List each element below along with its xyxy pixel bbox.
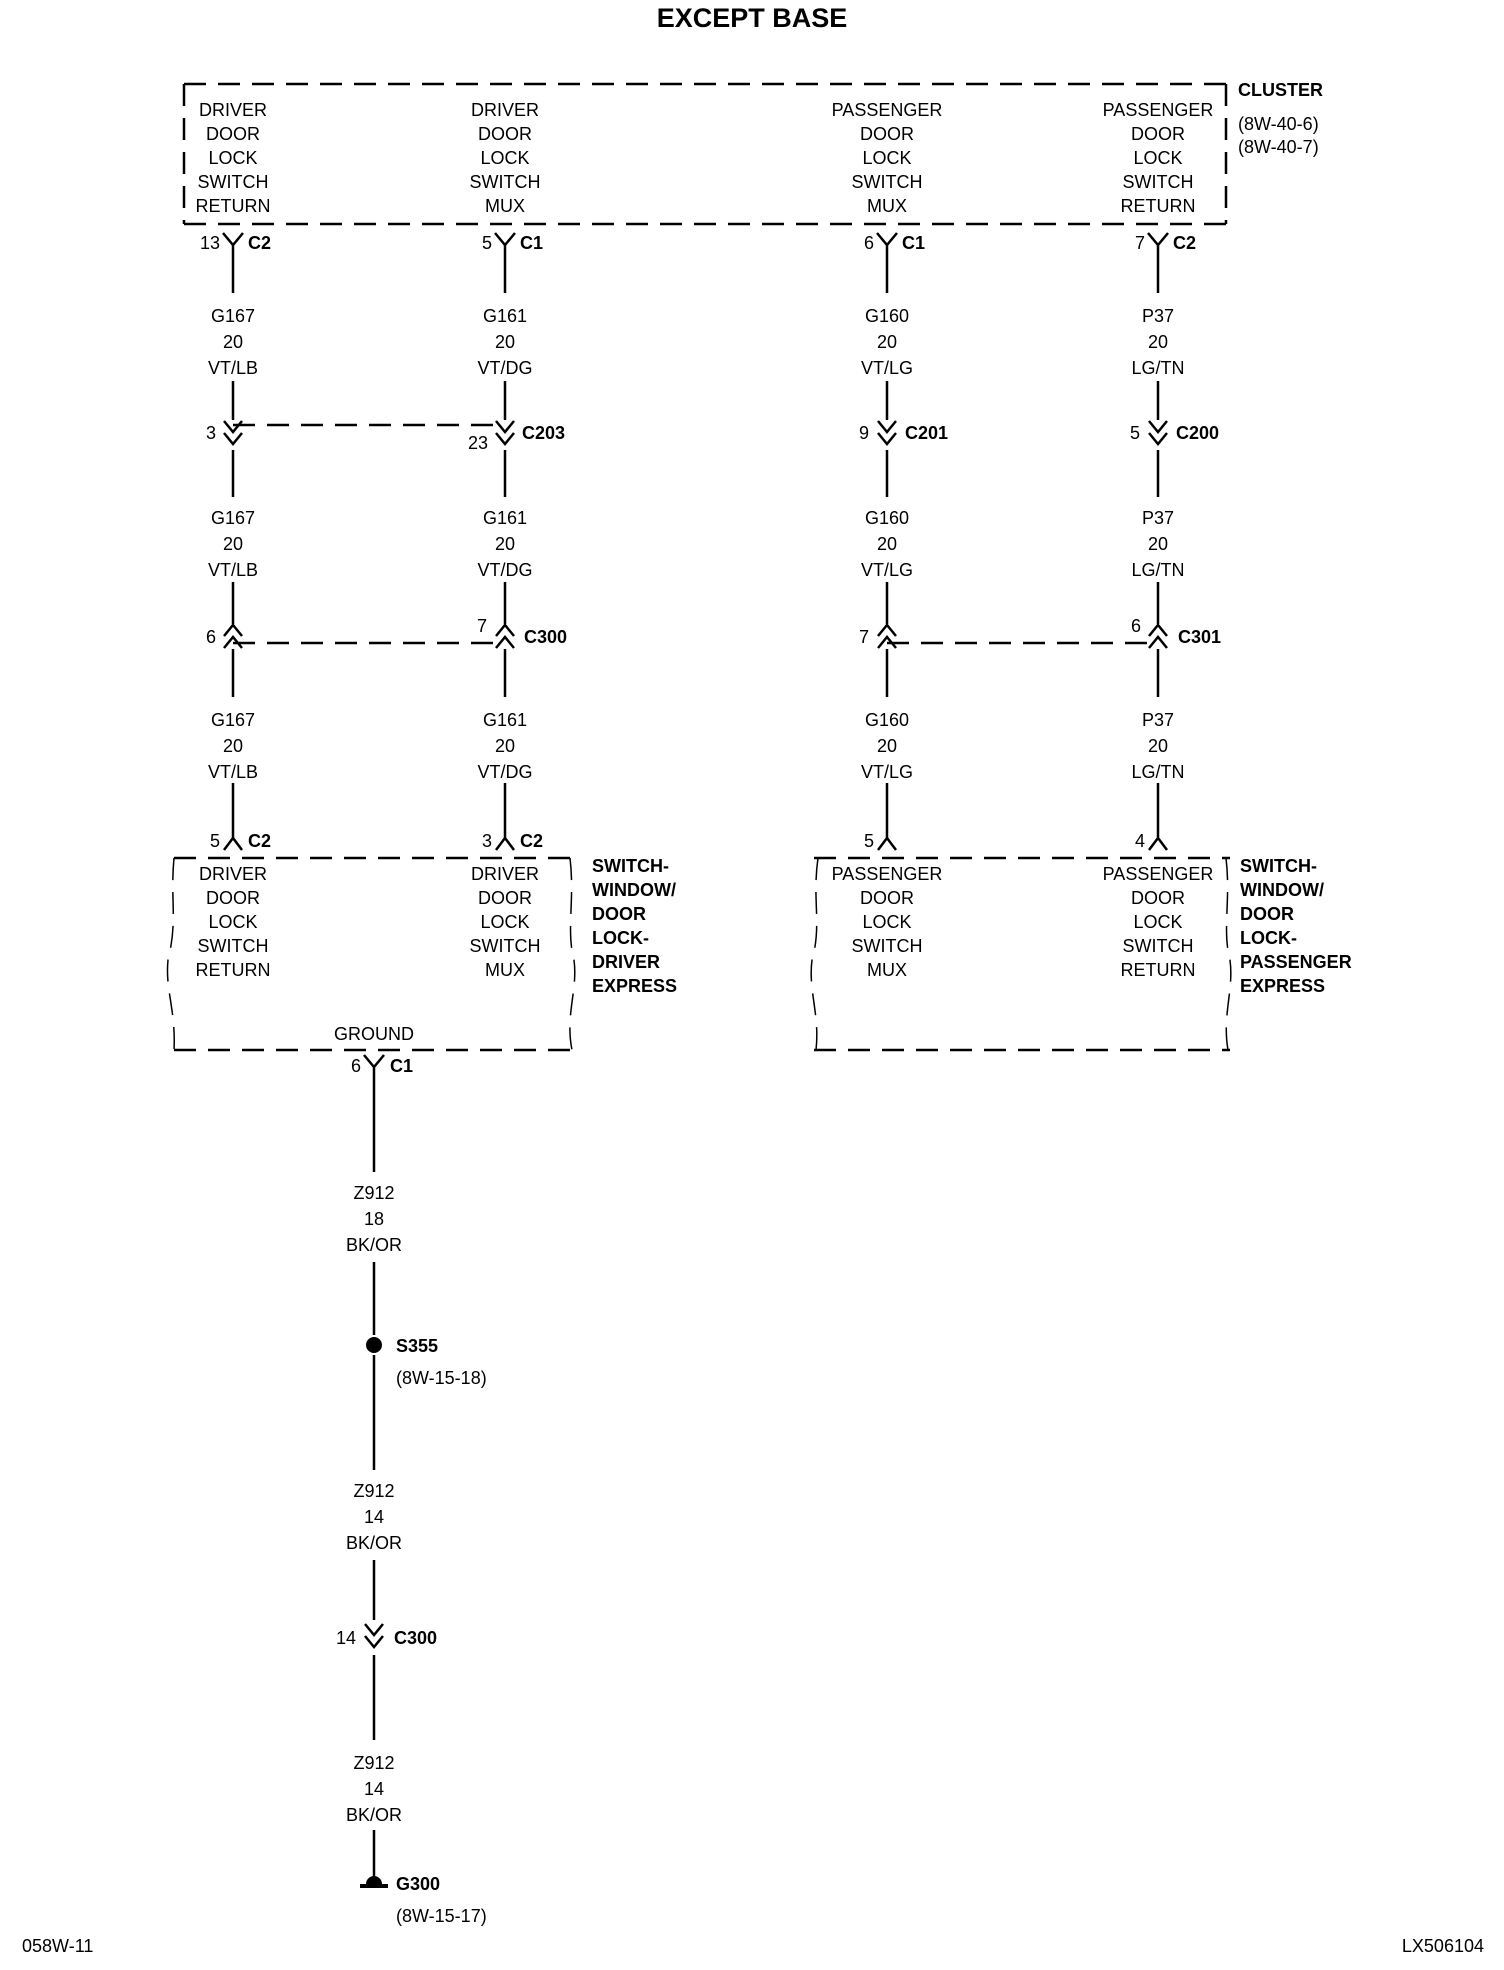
svg-text:MUX: MUX bbox=[867, 960, 907, 980]
cluster-name: CLUSTER bbox=[1238, 80, 1323, 100]
wire-label-p37-a bbox=[1131, 306, 1184, 378]
wire-label-g160-c bbox=[861, 710, 913, 782]
svg-text:SWITCH-: SWITCH- bbox=[1240, 856, 1317, 876]
svg-text:MUX: MUX bbox=[485, 960, 525, 980]
svg-text:RETURN: RETURN bbox=[1120, 196, 1196, 216]
svg-text:SWITCH: SWITCH bbox=[851, 172, 923, 192]
wire-label-g161-a bbox=[477, 306, 532, 378]
svg-text:P37: P37 bbox=[1141, 508, 1175, 528]
svg-text:C300: C300 bbox=[524, 627, 568, 647]
ground-wire-label-3 bbox=[346, 1753, 402, 1825]
svg-text:LOCK: LOCK bbox=[1133, 148, 1183, 168]
svg-text:MUX: MUX bbox=[867, 196, 907, 216]
svg-text:VT/LB: VT/LB bbox=[207, 560, 259, 580]
svg-text:VT/DG: VT/DG bbox=[477, 762, 533, 782]
switch-pin-driver-mux bbox=[482, 830, 543, 851]
svg-text:LOCK: LOCK bbox=[480, 148, 530, 168]
svg-text:G160: G160 bbox=[864, 710, 910, 730]
svg-text:RETURN: RETURN bbox=[195, 196, 271, 216]
svg-text:VT/LB: VT/LB bbox=[207, 762, 259, 782]
svg-text:P37: P37 bbox=[1141, 710, 1175, 730]
switch-pin-passenger-mux bbox=[864, 830, 896, 851]
svg-text:PASSENGER: PASSENGER bbox=[831, 100, 943, 120]
svg-text:7: 7 bbox=[476, 616, 487, 636]
svg-text:14: 14 bbox=[335, 1628, 356, 1648]
svg-text:14: 14 bbox=[363, 1779, 385, 1799]
svg-text:SWITCH: SWITCH bbox=[469, 936, 541, 956]
cluster-pin-label-driver-mux bbox=[470, 100, 541, 216]
svg-text:BK/OR: BK/OR bbox=[345, 1533, 403, 1553]
svg-text:DOOR: DOOR bbox=[860, 124, 914, 144]
svg-text:SWITCH-: SWITCH- bbox=[592, 856, 669, 876]
cluster-pin-label-passenger-mux bbox=[832, 100, 943, 216]
svg-text:WINDOW/: WINDOW/ bbox=[1240, 880, 1324, 900]
svg-text:C2: C2 bbox=[1173, 233, 1197, 253]
svg-text:G167: G167 bbox=[210, 710, 256, 730]
svg-text:20: 20 bbox=[876, 534, 898, 554]
passenger-switch-name bbox=[1240, 856, 1352, 996]
switch-pin-driver-return bbox=[210, 830, 271, 851]
svg-text:5: 5 bbox=[863, 831, 874, 851]
svg-text:LOCK: LOCK bbox=[1133, 912, 1183, 932]
svg-text:18: 18 bbox=[363, 1209, 385, 1229]
cluster-box bbox=[184, 84, 1226, 224]
svg-text:C300: C300 bbox=[394, 1628, 438, 1648]
svg-text:Z912: Z912 bbox=[353, 1481, 395, 1501]
wire-label-g167-b bbox=[208, 508, 258, 580]
svg-text:20: 20 bbox=[876, 736, 898, 756]
svg-text:6: 6 bbox=[350, 1056, 361, 1076]
connector-c301-left bbox=[859, 625, 1158, 648]
svg-text:BK/OR: BK/OR bbox=[345, 1235, 403, 1255]
svg-text:RETURN: RETURN bbox=[1120, 960, 1196, 980]
svg-text:7: 7 bbox=[858, 627, 869, 647]
svg-text:DOOR: DOOR bbox=[1240, 904, 1294, 924]
svg-text:VT/LG: VT/LG bbox=[860, 762, 914, 782]
svg-text:DOOR: DOOR bbox=[860, 888, 914, 908]
svg-text:PASSENGER: PASSENGER bbox=[1240, 952, 1352, 972]
svg-text:WINDOW/: WINDOW/ bbox=[592, 880, 676, 900]
svg-text:LOCK: LOCK bbox=[480, 912, 530, 932]
svg-text:DOOR: DOOR bbox=[206, 888, 260, 908]
svg-text:6: 6 bbox=[1130, 616, 1141, 636]
svg-text:6: 6 bbox=[863, 233, 874, 253]
svg-text:S355: S355 bbox=[396, 1336, 439, 1356]
passenger-switch-label-mux bbox=[832, 864, 943, 980]
svg-text:3: 3 bbox=[205, 423, 216, 443]
svg-text:9: 9 bbox=[858, 423, 869, 443]
svg-text:VT/DG: VT/DG bbox=[477, 358, 533, 378]
ground-g300 bbox=[360, 1874, 487, 1926]
svg-text:C1: C1 bbox=[390, 1056, 414, 1076]
cluster-pin-7 bbox=[1135, 233, 1196, 258]
svg-text:G161: G161 bbox=[482, 710, 528, 730]
svg-text:SWITCH: SWITCH bbox=[469, 172, 541, 192]
svg-text:C2: C2 bbox=[248, 233, 272, 253]
cluster-pin-label-driver-return bbox=[196, 100, 271, 216]
svg-text:(8W-15-17): (8W-15-17) bbox=[396, 1906, 487, 1926]
cluster-ref-1: (8W-40-6) bbox=[1238, 114, 1319, 134]
svg-text:5: 5 bbox=[1129, 423, 1140, 443]
svg-text:DOOR: DOOR bbox=[1131, 124, 1185, 144]
diagram-title: EXCEPT BASE bbox=[656, 3, 848, 33]
svg-text:20: 20 bbox=[222, 736, 244, 756]
svg-text:C1: C1 bbox=[520, 233, 544, 253]
svg-text:20: 20 bbox=[494, 332, 516, 352]
svg-text:3: 3 bbox=[481, 831, 492, 851]
ground-wire-label-2 bbox=[346, 1481, 402, 1553]
svg-text:DOOR: DOOR bbox=[478, 124, 532, 144]
splice-s355 bbox=[366, 1336, 487, 1388]
cluster-pin-5 bbox=[482, 233, 543, 258]
svg-text:DRIVER: DRIVER bbox=[470, 100, 540, 120]
svg-text:PASSENGER: PASSENGER bbox=[1102, 100, 1214, 120]
svg-text:6: 6 bbox=[205, 627, 216, 647]
passenger-switch-label-return bbox=[1103, 864, 1214, 980]
svg-text:G161: G161 bbox=[482, 306, 528, 326]
svg-text:SWITCH: SWITCH bbox=[197, 172, 269, 192]
svg-text:20: 20 bbox=[222, 534, 244, 554]
svg-text:G167: G167 bbox=[210, 306, 256, 326]
svg-text:5: 5 bbox=[481, 233, 492, 253]
svg-text:C203: C203 bbox=[522, 423, 566, 443]
svg-text:14: 14 bbox=[363, 1507, 385, 1527]
svg-text:LOCK-: LOCK- bbox=[1240, 928, 1297, 948]
driver-switch-label-mux bbox=[470, 864, 541, 980]
footer-left-code: 058W-11 bbox=[22, 1936, 94, 1956]
svg-text:VT/LG: VT/LG bbox=[860, 560, 914, 580]
wire-label-g161-c bbox=[477, 710, 532, 782]
wire-label-p37-b bbox=[1131, 508, 1184, 580]
ground-pin-c1 bbox=[351, 1055, 413, 1078]
svg-text:VT/DG: VT/DG bbox=[477, 560, 533, 580]
svg-text:DRIVER: DRIVER bbox=[198, 864, 268, 884]
svg-text:RETURN: RETURN bbox=[195, 960, 271, 980]
cluster-ref-2: (8W-40-7) bbox=[1238, 137, 1319, 157]
svg-text:LOCK: LOCK bbox=[208, 912, 258, 932]
svg-text:13: 13 bbox=[199, 233, 220, 253]
svg-text:VT/LB: VT/LB bbox=[207, 358, 259, 378]
switch-pin-passenger-return bbox=[1135, 830, 1167, 851]
svg-text:20: 20 bbox=[1147, 534, 1169, 554]
svg-text:Z912: Z912 bbox=[353, 1183, 395, 1203]
connector-c203-left bbox=[206, 421, 505, 444]
svg-text:20: 20 bbox=[494, 534, 516, 554]
svg-text:BK/OR: BK/OR bbox=[345, 1805, 403, 1825]
svg-text:20: 20 bbox=[876, 332, 898, 352]
wire-label-g160-a bbox=[861, 306, 913, 378]
connector-c300-ground bbox=[336, 1624, 437, 1648]
svg-text:C301: C301 bbox=[1178, 627, 1222, 647]
svg-text:DOOR: DOOR bbox=[592, 904, 646, 924]
svg-text:Z912: Z912 bbox=[353, 1753, 395, 1773]
svg-text:C2: C2 bbox=[248, 831, 272, 851]
svg-text:4: 4 bbox=[1134, 831, 1145, 851]
svg-text:LOCK: LOCK bbox=[862, 912, 912, 932]
cluster-pin-label-passenger-return bbox=[1103, 100, 1214, 216]
ground-wire-label-1 bbox=[346, 1183, 402, 1255]
svg-text:C1: C1 bbox=[902, 233, 926, 253]
svg-text:EXPRESS: EXPRESS bbox=[1240, 976, 1326, 996]
svg-text:LOCK-: LOCK- bbox=[592, 928, 649, 948]
wire-label-g167-c bbox=[208, 710, 258, 782]
svg-text:7: 7 bbox=[1134, 233, 1145, 253]
svg-text:G160: G160 bbox=[864, 508, 910, 528]
svg-text:SWITCH: SWITCH bbox=[851, 936, 923, 956]
svg-text:5: 5 bbox=[209, 831, 220, 851]
svg-text:DRIVER: DRIVER bbox=[470, 864, 540, 884]
connector-c200 bbox=[1130, 421, 1219, 444]
svg-text:23: 23 bbox=[467, 433, 488, 453]
svg-text:(8W-15-18): (8W-15-18) bbox=[396, 1368, 487, 1388]
svg-text:LOCK: LOCK bbox=[208, 148, 258, 168]
cluster-pin-13 bbox=[200, 233, 271, 258]
wire-label-g160-b bbox=[861, 508, 913, 580]
svg-text:DOOR: DOOR bbox=[478, 888, 532, 908]
svg-text:20: 20 bbox=[1147, 332, 1169, 352]
svg-text:PASSENGER: PASSENGER bbox=[1102, 864, 1214, 884]
svg-text:C200: C200 bbox=[1176, 423, 1220, 443]
svg-text:C2: C2 bbox=[520, 831, 544, 851]
svg-text:SWITCH: SWITCH bbox=[1122, 172, 1194, 192]
svg-text:SWITCH: SWITCH bbox=[1122, 936, 1194, 956]
svg-text:G300: G300 bbox=[396, 1874, 441, 1894]
svg-text:20: 20 bbox=[222, 332, 244, 352]
svg-text:G160: G160 bbox=[864, 306, 910, 326]
svg-text:20: 20 bbox=[1147, 736, 1169, 756]
connector-c201 bbox=[859, 421, 948, 444]
svg-text:20: 20 bbox=[494, 736, 516, 756]
svg-text:DRIVER: DRIVER bbox=[592, 952, 661, 972]
driver-switch-ground-label: GROUND bbox=[334, 1024, 414, 1044]
connector-c300-left bbox=[206, 625, 505, 648]
svg-text:LG/TN: LG/TN bbox=[1131, 358, 1185, 378]
driver-switch-label-return bbox=[196, 864, 271, 980]
wire-label-g161-b bbox=[477, 508, 532, 580]
svg-text:G167: G167 bbox=[210, 508, 256, 528]
wire-runs bbox=[233, 258, 1158, 830]
svg-text:SWITCH: SWITCH bbox=[197, 936, 269, 956]
svg-text:PASSENGER: PASSENGER bbox=[831, 864, 943, 884]
svg-text:LG/TN: LG/TN bbox=[1131, 560, 1185, 580]
svg-text:EXPRESS: EXPRESS bbox=[592, 976, 678, 996]
driver-switch-name bbox=[592, 856, 677, 996]
footer-right-code: LX506104 bbox=[1401, 1936, 1484, 1956]
cluster-pin-6 bbox=[864, 233, 925, 258]
svg-text:MUX: MUX bbox=[485, 196, 525, 216]
wire-label-g167-a bbox=[208, 306, 258, 378]
svg-text:C201: C201 bbox=[905, 423, 949, 443]
svg-text:DOOR: DOOR bbox=[206, 124, 260, 144]
svg-text:VT/LG: VT/LG bbox=[860, 358, 914, 378]
svg-text:LG/TN: LG/TN bbox=[1131, 762, 1185, 782]
svg-text:DOOR: DOOR bbox=[1131, 888, 1185, 908]
svg-text:LOCK: LOCK bbox=[862, 148, 912, 168]
svg-text:DRIVER: DRIVER bbox=[198, 100, 268, 120]
svg-text:G161: G161 bbox=[482, 508, 528, 528]
svg-text:P37: P37 bbox=[1141, 306, 1175, 326]
wire-label-p37-c bbox=[1131, 710, 1184, 782]
